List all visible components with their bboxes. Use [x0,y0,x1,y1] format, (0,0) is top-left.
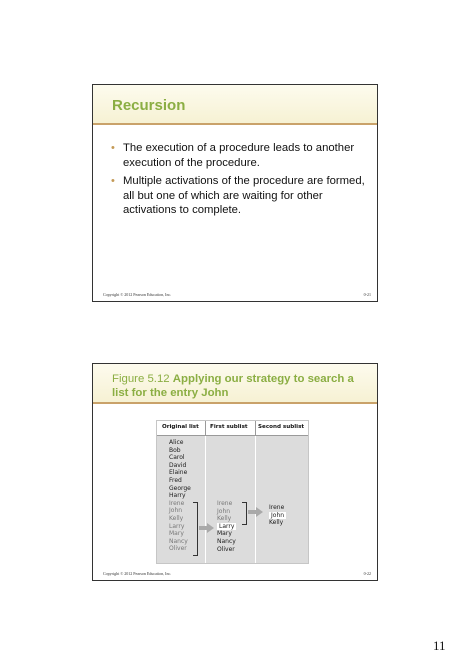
sublist-bracket [193,502,198,556]
bullet-text: Multiple activations of the procedure are formed, all but one of which are waiting for other activations to complete. [123,175,365,216]
first-sublist [217,500,236,553]
list-item: Fred [169,476,182,484]
column-divider [205,421,206,436]
list-item: Elaine [169,469,188,477]
list-item: Irene [269,504,285,511]
list-item [217,523,236,531]
list-item: Irene [217,500,233,507]
bullet-text: The execution of a procedure leads to another execution of the procedure. [123,142,355,169]
slide-recursion [92,84,378,302]
column-divider [255,421,256,436]
bullet-item [111,141,373,170]
column-divider [205,421,206,563]
slide-number: 0-22 [363,571,371,576]
highlighted-entry: John [271,511,285,519]
list-item: Nancy [217,537,236,545]
column-header-first: First sublist [210,424,248,430]
list-item: Mary [217,530,232,538]
list-item: Kelly [269,519,284,527]
bullet-list [111,141,373,222]
slide-number: 0-21 [363,292,371,297]
bullet-icon: • [111,175,115,187]
list-item: Alice [169,439,184,446]
figure-list-search [156,420,309,564]
column-header-second: Second sublist [258,424,305,430]
original-list [169,439,191,553]
second-sublist [269,504,286,527]
list-item: Bob [169,446,181,454]
list-item: Larry [169,522,185,530]
list-item: Mary [169,530,184,538]
slide-title: Recursion [112,97,186,114]
page-number: 11 [433,638,446,653]
list-item: Kelly [217,515,232,523]
bullet-icon: • [111,142,115,154]
list-item: John [217,507,231,515]
arrow-right-icon [256,507,263,517]
slide-figure-5-12 [92,363,378,581]
sublist-bracket [242,502,247,525]
list-item: Oliver [169,545,187,553]
copyright-note: Copyright © 2012 Pearson Education, Inc. [103,571,172,576]
list-item: John [169,507,183,515]
list-item: George [169,484,191,492]
list-item: Oliver [217,545,235,553]
figure-header-row [157,421,308,436]
figure-number: Figure 5.12 [112,373,170,385]
arrow-shaft [199,526,207,530]
list-item: Kelly [169,514,184,522]
bullet-item [111,174,373,218]
column-divider [255,421,256,563]
list-item: Irene [169,499,185,507]
highlighted-entry: Larry [219,522,235,530]
list-item: Carol [169,454,185,462]
list-item: David [169,461,187,469]
figure-caption: Applying our strategy to search a list for the entry John [112,373,354,399]
list-item [269,512,286,520]
slide-title [112,372,372,400]
arrow-right-icon [207,523,214,533]
arrow-shaft [248,510,256,514]
column-header-original: Original list [162,424,199,430]
list-item: Nancy [169,537,188,545]
copyright-note: Copyright © 2012 Pearson Education, Inc. [103,292,172,297]
list-item: Harry [169,492,186,500]
